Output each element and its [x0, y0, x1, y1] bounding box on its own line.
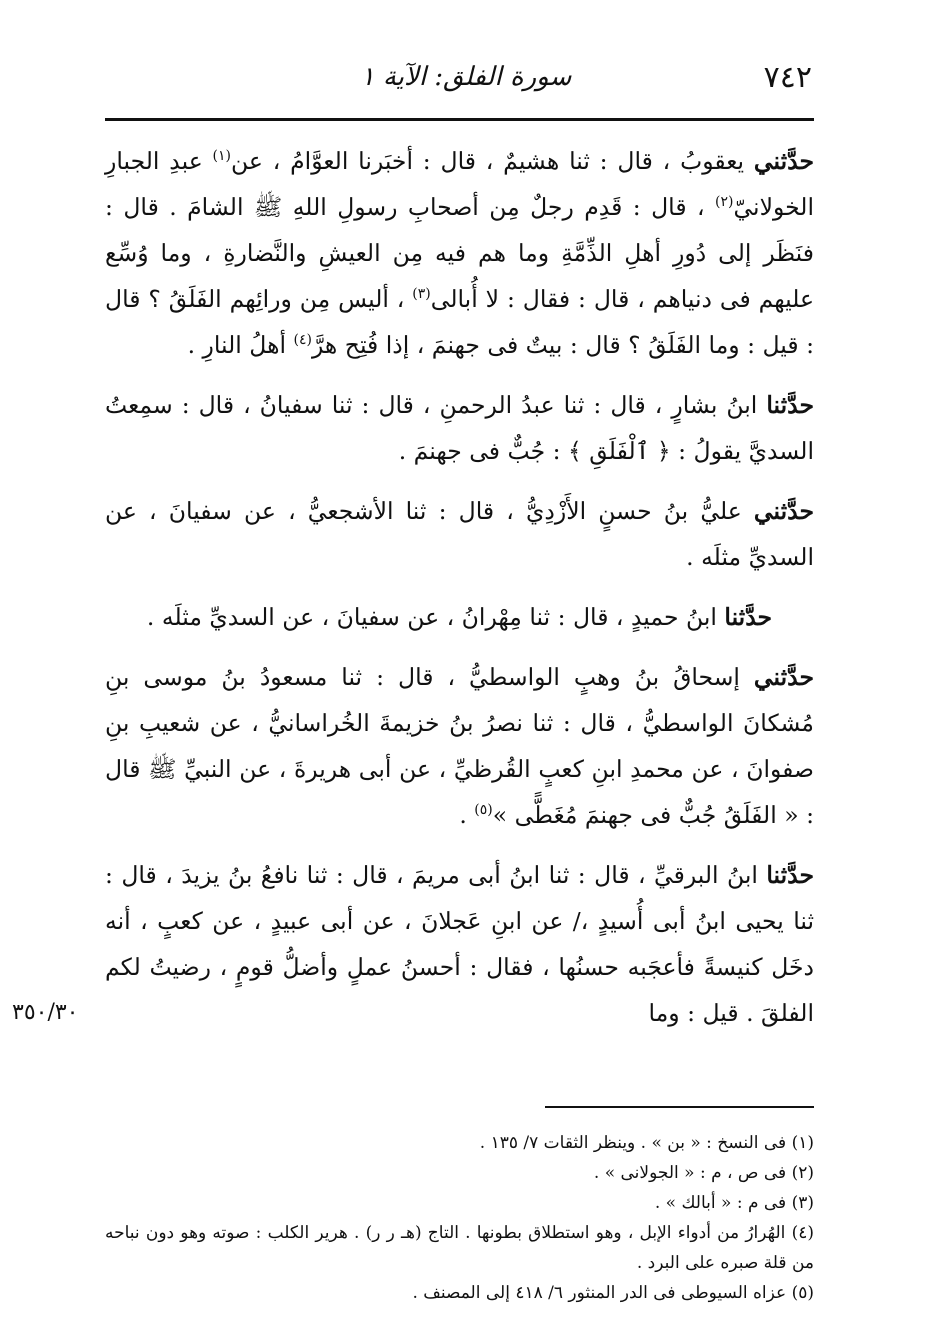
- footnote: (٣) فى م : « أبالك » .: [654, 1193, 814, 1213]
- paragraph: [105, 138, 814, 368]
- paragraph-text: عبدِ الجبارِ الخولانيّ: [105, 147, 814, 221]
- footnote-marker: (٤): [293, 332, 312, 349]
- header-rule: [105, 118, 814, 121]
- paragraph-text: ، قال : قَدِم رجلٌ مِن أصحابِ رسولِ اللهِ ﷺ الشامَ . قال : فنَظَر إلى دُورِ أهلِ الذِّمَّةِ وما هم فيه مِن العيشِ والنَّضارةِ ، وما وُسِّع عليهم فى دنياهم ، قال : فقال : لا أُبالى: [105, 193, 814, 313]
- paragraph-lead-word: حدَّثنا: [766, 861, 814, 889]
- paragraph-text: عليُّ بنُ حسنٍ الأَزْدِيُّ ، قال : ثنا الأشجعيُّ ، عن سفيانَ ، عن السديِّ مثلَه .: [105, 497, 814, 571]
- paragraph-text: أهلُ النارِ .: [187, 331, 294, 359]
- paragraph-lead-word: حدَّثنا: [766, 391, 814, 419]
- footnote-rule: [545, 1106, 814, 1108]
- body-text: [105, 138, 814, 1050]
- footnote: (٤) الهُرارُ من أدواء الإبل ، وهو استطلاق بطونها . التاج (هـ ر ر) . هرير الكلب : صوته وهو دون نباحه من قلة صبره على البرد .: [105, 1223, 814, 1273]
- paragraph-lead-word: حدَّثني: [753, 497, 814, 525]
- footnote-marker: (٣): [412, 286, 431, 303]
- paragraph-text: .: [459, 801, 475, 829]
- paragraph: [105, 382, 814, 474]
- footnote: (٥) عزاه السيوطى فى الدر المنثور ٦/ ٤١٨ إلى المصنف .: [412, 1283, 814, 1303]
- paragraph-text: ، أليس مِن ورائِهم الفَلَقُ ؟ قال : قيل : وما الفَلَقُ ؟ قال : بيتٌ فى جهنمَ ، إذا فُتِح هرَّ: [105, 285, 814, 359]
- footnotes: [105, 1128, 814, 1308]
- paragraph: [105, 654, 814, 838]
- paragraph: [105, 594, 814, 640]
- paragraph-text: إسحاقُ بنُ وهبٍ الواسطيُّ ، قال : ثنا مسعودُ بنُ موسى بنِ مُشكانَ الواسطيُّ ، قال : ثنا نصرُ بنُ خزيمةَ الخُراسانيُّ ، عن شعيبِ بنِ صفوانَ ، عن محمدِ ابنِ كعبٍ القُرظيِّ ، عن أبى هريرةَ ، عن النبيِّ ﷺ قال : « الفَلَقُ جُبٌّ فى جهنمَ مُغَطًّى »: [105, 663, 814, 829]
- paragraph-lead-word: حدَّثني: [753, 147, 814, 175]
- paragraph-lead-word: حدَّثنا: [724, 603, 773, 631]
- footnote-marker: (٥): [474, 802, 493, 819]
- paragraph: [105, 488, 814, 580]
- margin-reference: ٣٥٠/٣٠: [12, 1000, 79, 1025]
- paragraph-text: ابنُ بشارٍ ، قال : ثنا عبدُ الرحمنِ ، قال : ثنا سفيانُ ، قال : سمِعتُ السديَّ يقولُ : ﴿ ٱلْفَلَقِ ﴾ : جُبٌّ فى جهنمَ .: [105, 391, 814, 465]
- paragraph-text: يعقوبُ ، قال : ثنا هشيمٌ ، قال : أخبَرنا العوَّامُ ، عن: [231, 147, 754, 175]
- running-title: سورة الفلق: الآية ١: [360, 62, 572, 92]
- paragraph-text: ابنُ حميدٍ ، قال : ثنا مِهْرانُ ، عن سفيانَ ، عن السديِّ مثلَه .: [146, 603, 725, 631]
- paragraph: [105, 852, 814, 1036]
- footnote: (١) فى النسخ : « بن » . وينظر الثقات ٧/ ١٣٥ .: [479, 1133, 814, 1153]
- paragraph-lead-word: حدَّثني: [753, 663, 814, 691]
- paragraph-text: ابنُ البرقيِّ ، قال : ثنا ابنُ أبى مريمَ ، قال : ثنا نافعُ بنُ يزيدَ ، قال : ثنا يحيى ابنُ أبى أُسيدٍ ،/ عن ابنِ عَجلانَ ، عن أبى عبيدٍ ، عن كعبٍ ، أنه دخَل كنيسةً فأعجَبه حسنُها ، فقال : أحسنُ عملٍ وأضلُّ قومٍ ، رضيتُ لكم الفلقَ . قيل : وما: [105, 861, 814, 1027]
- page-number: ٧٤٢: [763, 60, 812, 95]
- footnote: (٢) فى ص ، م : « الجولانى » .: [593, 1163, 814, 1183]
- footnote-marker: (١): [212, 148, 231, 165]
- footnote-marker: (٢): [715, 194, 734, 211]
